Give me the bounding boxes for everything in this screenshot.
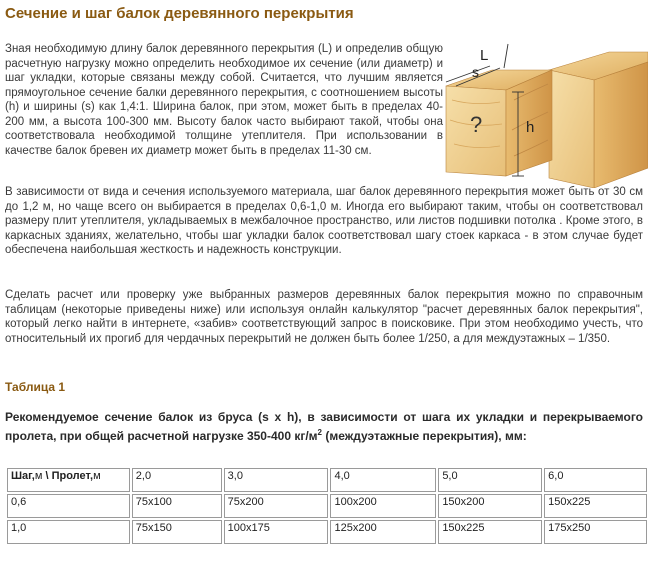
table-cell: 75x100	[132, 494, 222, 518]
span-unit: м	[93, 470, 101, 482]
step-heading: Шаг,	[11, 470, 35, 482]
table-cell: 150x225	[544, 494, 647, 518]
table-cell: 75x200	[224, 494, 329, 518]
table-cell: 125x200	[330, 520, 436, 544]
table-cell: 150x225	[438, 520, 542, 544]
intro-paragraph: Зная необходимую длину балок деревянного перекрытия (L) и определив общую расчетную нагрузку можно определить необходимое их сечение (или диаметр) и шаг укладки, которые связаны между собой. Считается, что лучшим является прямоугольное сечение балки деревянного перекрытия, с соотношением высоты (h) и ширины (s) как 1,4:1. Ширина балок, при этом, может быть в пределах 40-200 мм, а высота 100-300 мм. Высоту балок часто выбирают такой, чтобы она соответствовала необходимой толщине утеплителя. При использовании в качестве балок бревен их диаметр может быть в пределах 11-30 см.	[5, 43, 443, 157]
table-caption-sup: 2	[317, 428, 322, 437]
header-separator: \	[42, 470, 52, 482]
calc-paragraph: Сделать расчет или проверку уже выбранных размеров деревянных балок перекрытия можно по справочным таблицам (некоторые приведены ниже) или используя онлайн калькулятор "расчет деревянных балок перекрытия", который легко найти в интернете, «забив» соответствующий запрос в поисковике. При этом необходимо учесть, что относительный их прогиб для чердачных перекрытий не должен быть более 1/250, а для междуэтажных – 1/350.	[5, 289, 643, 345]
span-cell: 5,0	[438, 468, 542, 492]
span-cell: 2,0	[132, 468, 222, 492]
table-row	[7, 494, 647, 518]
table-cell: 75x150	[132, 520, 222, 544]
table-header-row	[7, 468, 647, 492]
page-title: Сечение и шаг балок деревянного перекрытия	[5, 5, 354, 22]
span-cell: 3,0	[224, 468, 329, 492]
label-h: h	[526, 119, 535, 136]
table-corner-header	[7, 468, 130, 492]
front-beam	[446, 70, 552, 176]
step-cell: 0,6	[7, 494, 130, 518]
beam-diagram	[444, 40, 648, 188]
step-cell: 1,0	[7, 520, 130, 544]
rear-beam	[549, 52, 648, 188]
table-cell: 100x200	[330, 494, 436, 518]
table-caption	[5, 410, 643, 444]
table-cell: 150x200	[438, 494, 542, 518]
table-cell: 100x175	[224, 520, 329, 544]
label-s: s	[472, 64, 479, 80]
span-heading: Пролет,	[51, 470, 94, 482]
beam-table	[5, 466, 649, 546]
label-question: ?	[470, 112, 483, 137]
table-caption-main: Рекомендуемое сечение балок из бруса (s x h), в зависимости от шага их укладки и перекрываемого пролета, при общей расчетной нагрузке 350-400 кг/м	[5, 410, 643, 443]
table-cell: 175x250	[544, 520, 647, 544]
table-label: Таблица 1	[5, 380, 66, 394]
span-cell: 6,0	[544, 468, 647, 492]
label-L: L	[480, 47, 489, 64]
step-paragraph: В зависимости от вида и сечения используемого материала, шаг балок деревянного перекрытия может быть от 30 см до 1,2 м, но чаще всего он выбирается в пределах 0,6-1,0 м. Иногда его выбирают таким, чтобы он соответствовал размеру плит утеплителя, укладываемых в межбалочное пространство, или листов подшивки потолка . Кроме этого, в каркасных зданиях, желательно, чтобы шаг укладки балок соответствовал шагу стоек каркаса - в этом случае будет обеспечена наибольшая жесткость и надежность конструкции.	[5, 186, 643, 256]
table-row	[7, 520, 647, 544]
span-cell: 4,0	[330, 468, 436, 492]
table-caption-end: (междуэтажные перекрытия), мм:	[322, 429, 527, 443]
step-unit: м	[34, 470, 43, 482]
